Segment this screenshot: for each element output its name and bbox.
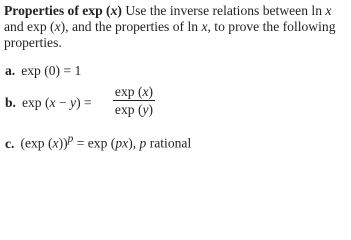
property-b-fraction (113, 84, 155, 117)
numerator-open: exp ( (114, 84, 143, 99)
property-c-condition-p: p (139, 135, 147, 151)
property-c-exponent: p (67, 133, 74, 145)
intro-text-1: Use the inverse relations between ln (121, 3, 326, 18)
property-b-lhs-y: y (70, 95, 77, 110)
intro-text-2: and exp ( (4, 19, 55, 34)
property-c-lhs-close: )) (58, 135, 68, 151)
property-c-rhs-x: x (122, 135, 129, 151)
fraction-numerator (113, 84, 155, 99)
numerator-close: ) (148, 84, 154, 99)
fraction-bar (113, 100, 155, 101)
denominator-variable: y (142, 102, 149, 117)
property-b (5, 95, 92, 111)
intro-variable-2: x (54, 19, 61, 34)
heading-close: ) (117, 3, 122, 18)
problem-statement (4, 3, 344, 51)
heading-text: Properties of exp ( (4, 3, 111, 18)
property-c-rhs-close: ), (128, 135, 140, 151)
intro-variable-3: x (201, 19, 208, 34)
property-c-lhs-open: (exp ( (20, 135, 53, 151)
property-b-lhs-x: x (49, 95, 56, 110)
problem-heading (4, 3, 122, 18)
property-c-rhs-p: p (115, 135, 123, 151)
property-b-label: b. (5, 95, 16, 110)
intro-variable-1: x (325, 3, 332, 18)
heading-variable: x (110, 3, 118, 18)
property-c-equals: = exp ( (73, 135, 116, 151)
numerator-variable: x (142, 84, 149, 99)
intro-text-4: , to prove the following properties. (4, 19, 336, 50)
property-a-label: a. (5, 63, 16, 78)
denominator-open: exp ( (114, 102, 143, 117)
property-c-lhs-x: x (52, 135, 59, 151)
property-c-label: c. (5, 135, 15, 151)
property-b-minus: − (55, 95, 71, 110)
property-c (5, 131, 191, 152)
fraction-denominator (113, 102, 155, 117)
denominator-close: ) (148, 102, 154, 117)
property-a-expression: exp (0) = 1 (21, 63, 82, 78)
property-b-lhs-open: exp ( (21, 95, 50, 110)
property-b-lhs-close: ) = (76, 95, 92, 110)
property-a (5, 63, 81, 79)
property-c-condition-text: rational (146, 135, 192, 151)
intro-text-3: ), and the properties of ln (60, 19, 202, 34)
